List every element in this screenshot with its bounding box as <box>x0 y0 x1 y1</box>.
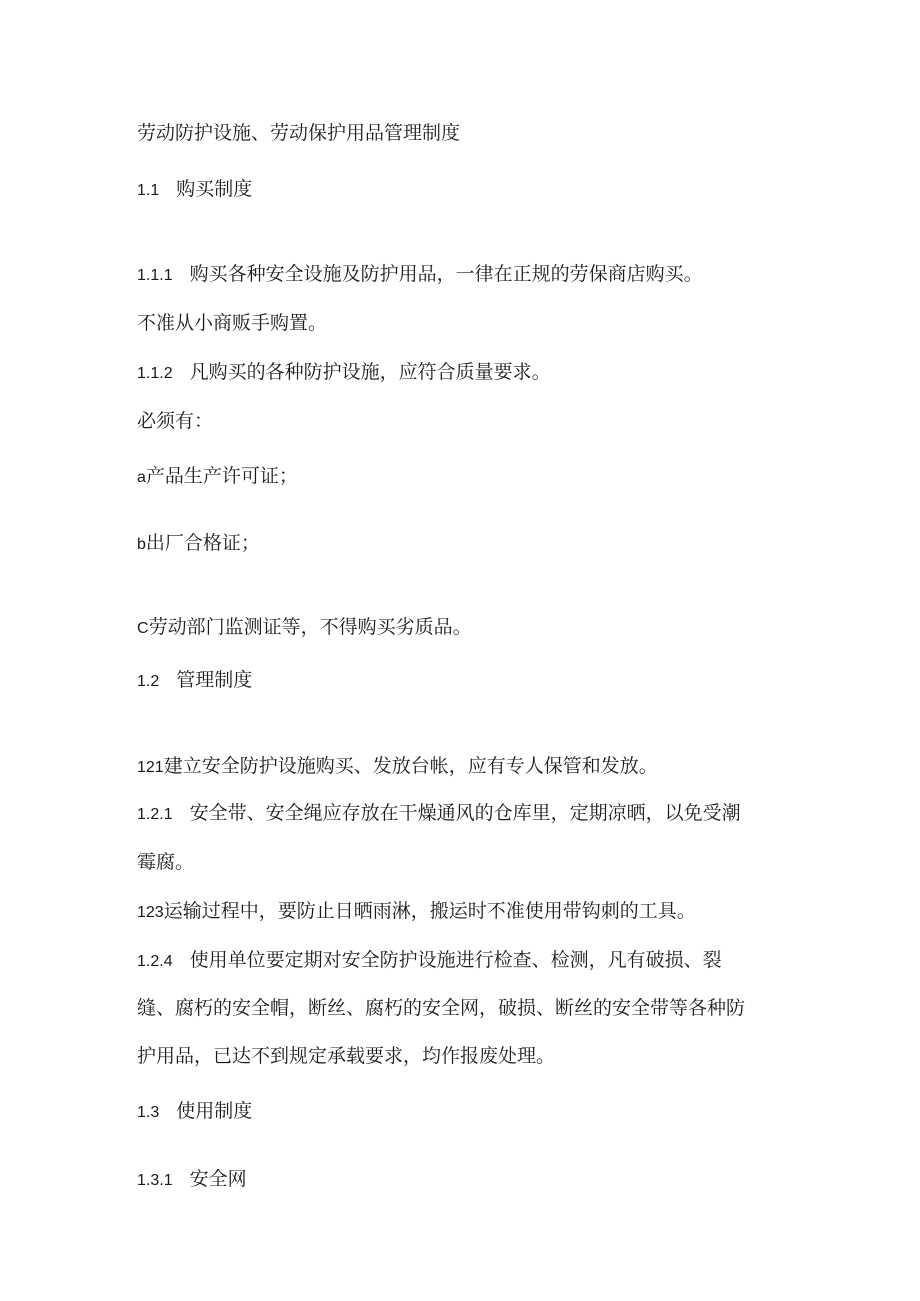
list-item-text: 劳动部门监测证等，不得购买劣质品。 <box>148 616 472 638</box>
clause-1-2-4 <box>137 948 722 974</box>
clause-1-1-1-continuation: 不准从小商贩手购置。 <box>137 312 328 334</box>
clause-1-1-2 <box>137 360 551 386</box>
clause-123 <box>137 899 696 925</box>
clause-number: 1.3.1 <box>137 1172 173 1189</box>
section-heading: 购买制度 <box>176 178 253 200</box>
list-item-text: 产品生产许可证； <box>145 465 298 487</box>
section-1-3 <box>137 1099 252 1125</box>
clause-1-1-2-continuation: 必须有： <box>137 410 214 432</box>
list-item-b <box>137 531 260 557</box>
document-title: 劳动防护设施、劳动保护用品管理制度 <box>137 122 461 144</box>
clause-1-2-1 <box>137 801 741 827</box>
list-marker: C <box>137 620 149 637</box>
clause-1-2-4-continuation-2: 护用品，已达不到规定承载要求，均作报废处理。 <box>137 1045 556 1067</box>
list-item-c <box>137 615 472 641</box>
section-heading: 使用制度 <box>176 1100 253 1122</box>
clause-number: 1.2.1 <box>137 806 173 823</box>
clause-text: 运输过程中，要防止日晒雨淋，搬运时不准使用带钩刺的工具。 <box>163 900 696 922</box>
clause-1-2-1-continuation: 霉腐。 <box>137 851 195 873</box>
clause-1-3-1 <box>137 1167 247 1193</box>
list-marker: a <box>137 469 146 486</box>
clause-number: 123 <box>137 904 164 921</box>
section-number: 1.2 <box>137 673 160 690</box>
clause-text: 凡购买的各种防护设施，应符合质量要求。 <box>189 361 551 383</box>
clause-number: 1.1.2 <box>137 365 173 382</box>
clause-number: 1.2.4 <box>137 953 173 970</box>
section-number: 1.1 <box>137 182 160 199</box>
section-number: 1.3 <box>137 1104 160 1121</box>
clause-text: 建立安全防护设施购买、发放台帐，应有专人保管和发放。 <box>163 755 658 777</box>
clause-1-2-4-continuation-1: 缝、腐朽的安全帽，断丝、腐朽的安全网，破损、断丝的安全带等各种防 <box>137 997 746 1019</box>
section-1-1 <box>137 177 252 203</box>
clause-text: 购买各种安全设施及防护用品，一律在正规的劳保商店购买。 <box>189 263 703 285</box>
list-item-a <box>137 464 298 490</box>
clause-text: 使用单位要定期对安全防护设施进行检查、检测，凡有破损、裂 <box>189 949 722 971</box>
clause-number: 121 <box>137 759 164 776</box>
section-heading: 管理制度 <box>176 669 253 691</box>
clause-text: 安全带、安全绳应存放在干燥通风的仓库里，定期凉晒，以免受潮 <box>189 802 741 824</box>
clause-number: 1.1.1 <box>137 267 173 284</box>
section-1-2 <box>137 668 252 694</box>
clause-1-1-1 <box>137 262 703 288</box>
list-marker: b <box>137 536 146 553</box>
list-item-text: 出厂合格证； <box>145 532 260 554</box>
clause-text: 安全网 <box>189 1168 247 1190</box>
clause-121 <box>137 754 658 780</box>
